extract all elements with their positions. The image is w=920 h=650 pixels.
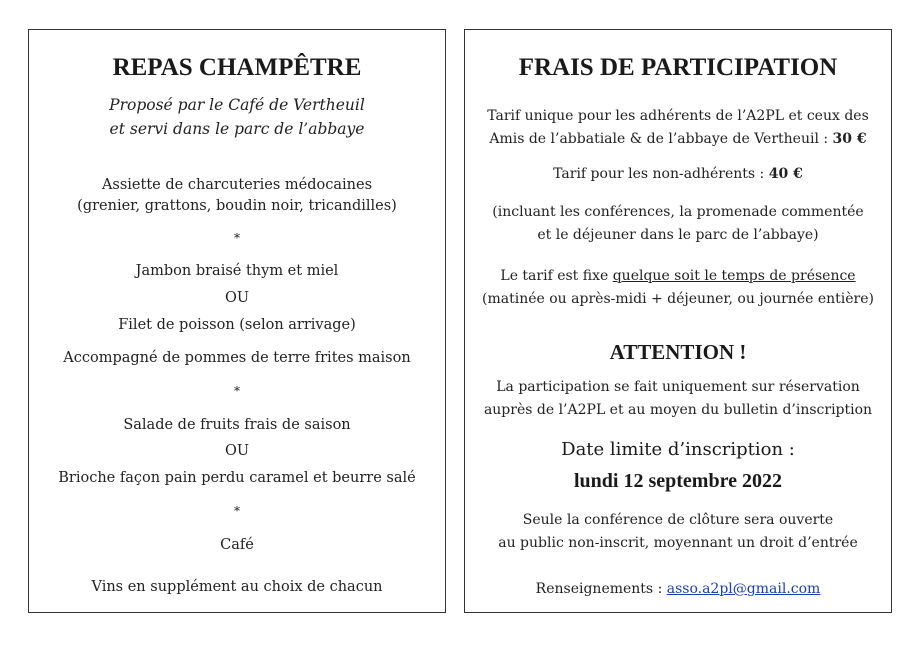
dessert-1: Salade de fruits frais de saison	[123, 417, 351, 433]
member-price: 30 €	[832, 131, 867, 147]
separator-2: *	[234, 384, 240, 398]
menu-subtitle-1: Proposé par le Café de Vertheuil	[109, 96, 365, 114]
separator-3: *	[234, 504, 240, 518]
menu-title: REPAS CHAMPÊTRE	[112, 54, 362, 81]
member-tarif-line-1: Tarif unique pour les adhérents de l’A2PL et ceux des	[487, 108, 869, 124]
deadline-label: Date limite d’inscription :	[561, 439, 795, 460]
fees-panel	[464, 29, 892, 613]
or-separator-1: OU	[224, 290, 250, 306]
closing-line-2: au public non-inscrit, moyennant un droit d’entrée	[498, 535, 858, 551]
includes-line-2: et le déjeuner dans le parc de l’abbaye)	[537, 227, 819, 243]
fees-title: FRAIS DE PARTICIPATION	[518, 54, 838, 81]
member-tarif-line-2: Amis de l’abbatiale & de l’abbaye de Vertheuil : 30 €	[489, 131, 867, 147]
starter-line-2: (grenier, grattons, boudin noir, tricandilles)	[77, 198, 397, 214]
starter-line-1: Assiette de charcuteries médocaines	[101, 177, 373, 193]
reservation-line-1: La participation se fait uniquement sur réservation	[496, 379, 860, 395]
wine-note: Vins en supplément au choix de chacun	[91, 579, 383, 595]
fixed-tarif-emphasis: quelque soit le temps de présence	[612, 268, 856, 284]
includes-line-1: (incluant les conférences, la promenade commentée	[492, 204, 864, 220]
or-separator-2: OU	[224, 443, 250, 459]
deadline-date: lundi 12 septembre 2022	[574, 470, 782, 492]
attention-heading: ATTENTION !	[609, 340, 747, 364]
menu-subtitle-2: et servi dans le parc de l’abbaye	[109, 120, 365, 138]
closing-line-1: Seule la conférence de clôture sera ouverte	[522, 512, 834, 528]
info-line: Renseignements : asso.a2pl@gmail.com	[535, 581, 821, 597]
menu-panel	[28, 29, 446, 613]
reservation-line-2: auprès de l’A2PL et au moyen du bulletin d’inscription	[483, 402, 873, 418]
non-member-tarif: Tarif pour les non-adhérents : 40 €	[553, 166, 803, 182]
main-dish-1: Jambon braisé thym et miel	[135, 263, 339, 279]
main-dish-2: Filet de poisson (selon arrivage)	[118, 317, 356, 333]
non-member-price: 40 €	[768, 166, 803, 182]
fixed-tarif-line-2: (matinée ou après-midi + déjeuner, ou journée entière)	[482, 291, 874, 307]
email-link[interactable]: asso.a2pl@gmail.com	[666, 581, 821, 597]
coffee: Café	[220, 537, 254, 553]
separator-1: *	[234, 231, 240, 245]
side-dish: Accompagné de pommes de terre frites maison	[63, 350, 411, 366]
fixed-tarif-line-1: Le tarif est fixe quelque soit le temps de présence	[500, 268, 856, 284]
dessert-2: Brioche façon pain perdu caramel et beurre salé	[58, 470, 416, 486]
